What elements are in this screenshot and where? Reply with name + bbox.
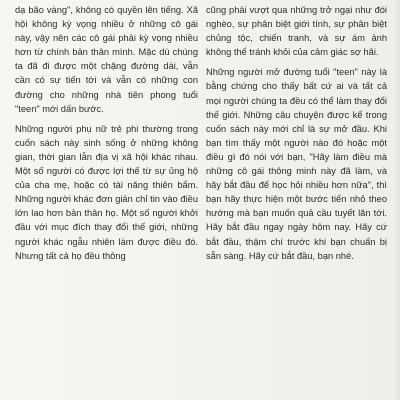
page-edge-shadow <box>394 0 400 400</box>
paragraph: dạ bão vàng", không có quyền lên tiếng. Xã hội không kỳ vọng nhiều ở những cô gái này, vậy nên các cô gái phải kỳ vọng nhiều hơn từ chính bản thân mình. Mặc dù chúng ta đã đi được một chặng đường dài, vẫn cần có sự tiến tới và vẫn có những con đường cho những nhà tiên phong tuổi "teen" mới dấn bước. <box>15 5 198 114</box>
left-text-column <box>15 3 198 263</box>
right-text-column <box>206 3 387 263</box>
paragraph: Những người mở đường tuổi "teen" này là bằng chứng cho thấy bất cứ ai và tất cả mọi người chúng ta đều có thể làm thay đổi thế giới. Những câu chuyện được kể trong cuốn sách này mới chỉ là sự mở đầu. Khi bạn tìm thấy một người nào đó hoặc một điều gì đó nói với bạn, "Hãy làm điều mà những cô gái thông minh này đã làm, và hãy bắt đầu để học hỏi nhiều hơn nữa", thì bạn hãy thực hiện một bước tiến nhỏ theo hướng mà bạn muốn quả cầu tuyết lăn tới. Hãy bắt đầu ngay ngày hôm nay. Hãy cứ bắt đầu, thậm chí trước khi bạn chuẩn bị sẵn sàng. Hãy cứ bắt đầu, bạn nhé. <box>206 67 387 261</box>
paragraph: cũng phải vượt qua những trở ngại như đói nghèo, sự phân biệt giới tính, sự phân biệt chủng tộc, chiến tranh, và sự ám ảnh không thể tránh khỏi của cảm giác sợ hãi. <box>206 5 387 58</box>
paragraph: Những người phụ nữ trẻ phi thường trong cuốn sách này sinh sống ở những không gian, thời gian lẫn địa vị xã hội khác nhau. Một số người có được lợi thế từ sự ủng hộ của cha mẹ, hoặc có tài năng thiên bẩm. Những người khác đơn giản chỉ tin vào điều lớn lao hơn bản thân họ. Một số người khởi đầu với mục đích thay đổi thế giới, những người khác ngẫu nhiên làm được điều đó. Nhưng tất cả họ đều thông <box>15 123 198 261</box>
